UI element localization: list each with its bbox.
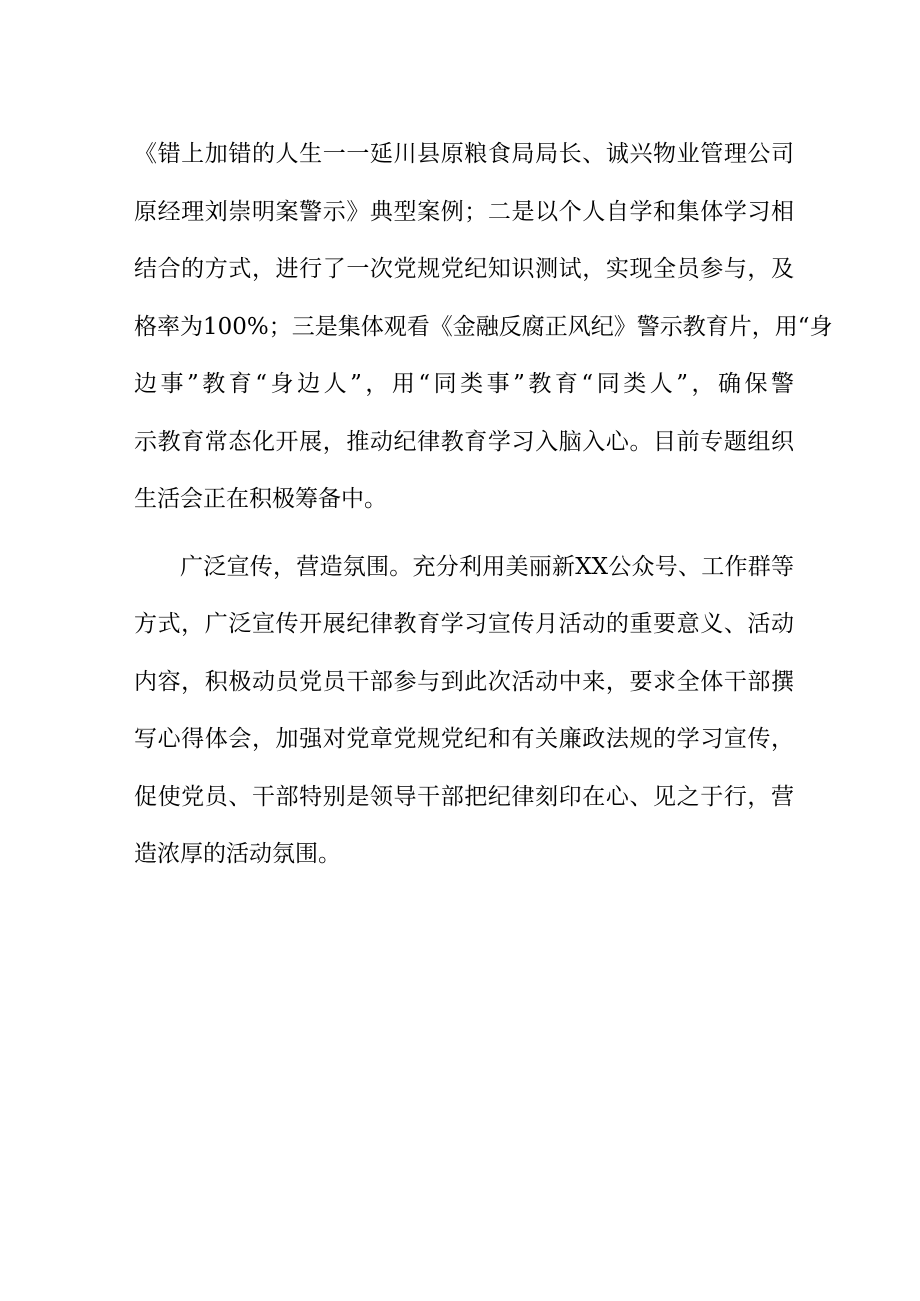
text-line: 格率为100%；三是集体观看《金融反腐正风纪》警示教育片，用“身 xyxy=(134,313,833,340)
paragraph-case-study xyxy=(134,126,833,529)
text-line: 方式，广泛宣传开展纪律教育学习宣传月活动的重要意义、活动 xyxy=(134,611,794,637)
text-line: 内容，积极动员党员干部参与到此次活动中来，要求全体干部撰 xyxy=(134,668,794,695)
text-line: 《错上加错的人生一一延川县原粮食局局长、诚兴物业管理公司 xyxy=(134,141,794,167)
text-line: 广泛宣传，营造氛围。充分利用美丽新XX公众号、工作群等 xyxy=(180,553,794,580)
document-body xyxy=(134,126,833,884)
text-line: 示教育常态化开展，推动纪律教育学习入脑入心。目前专题组织 xyxy=(134,428,794,455)
text-line: 造浓厚的活动氛围。 xyxy=(134,841,341,867)
text-line: 写心得体会，加强对党章党规党纪和有关廉政法规的学习宣传， xyxy=(134,726,794,752)
text-line: 原经理刘崇明案警示》典型案例；二是以个人自学和集体学习相 xyxy=(134,198,794,225)
text-line: 促使党员、干部特别是领导干部把纪律刻印在心、见之于行，营 xyxy=(134,783,794,810)
text-line: 边事”教育“身边人”，用“同类事”教育“同类人”，确保警 xyxy=(134,371,794,397)
text-line: 结合的方式，进行了一次党规党纪知识测试，实现全员参与，及 xyxy=(134,256,794,282)
paragraph-publicity xyxy=(134,539,794,884)
text-line: 生活会正在积极筹备中。 xyxy=(134,486,387,512)
